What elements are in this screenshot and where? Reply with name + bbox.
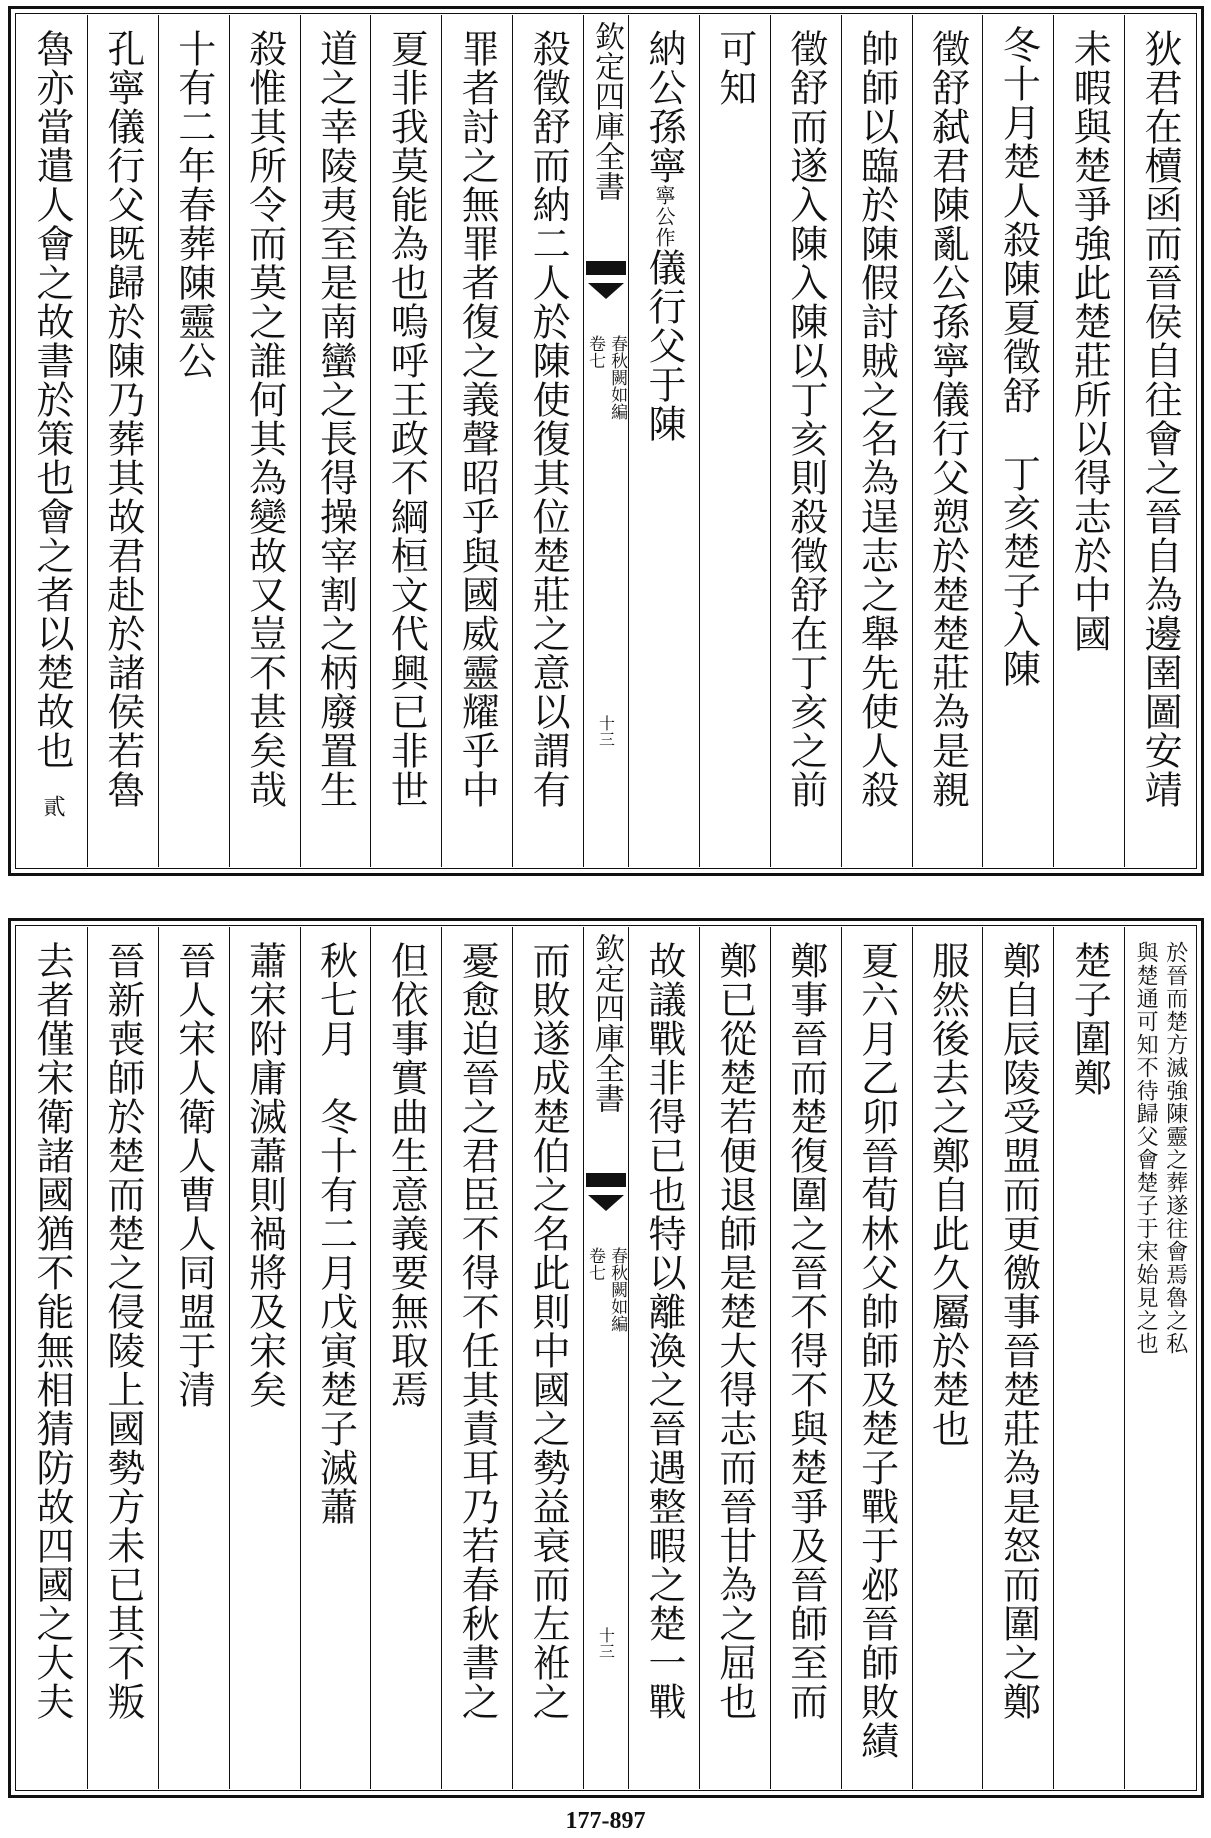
main-text: 納公孫寧: [641, 29, 686, 185]
library-title: 欽定四庫全書: [589, 21, 624, 201]
column: [370, 927, 441, 1789]
fishtail-point-icon: [588, 283, 624, 299]
text-line: 冬十月楚人殺陳夏徵舒 丁亥楚子入陳: [996, 25, 1041, 688]
column: [158, 15, 229, 867]
column: [17, 15, 87, 867]
text-line: 但依事實曲生意義要無取焉: [384, 941, 429, 1409]
center-fold-column: [583, 15, 628, 867]
text-line: 徵舒弑君陳亂公孫寧儀行父愬於楚楚莊為是親: [925, 29, 970, 809]
text-line: 殺惟其所令而莫之誰何其為變故又豈不甚矣哉: [242, 29, 287, 809]
text-line: 殺徵舒而納二人於陳使復其位楚莊之意以謂有: [526, 29, 571, 809]
text-line: 楚子圍鄭: [1067, 941, 1112, 1097]
volume-label: 卷七: [585, 1247, 605, 1281]
book-meta: [584, 335, 628, 420]
text-line: 鄭自辰陵受盟而更徼事晉楚莊為是怒而圍之鄭: [996, 941, 1041, 1721]
column: [441, 15, 512, 867]
column: [628, 927, 699, 1789]
text-line: 魯亦當遣人會之故書於策也會之者以楚故也: [29, 29, 74, 770]
text-line: 可知: [712, 29, 757, 107]
column: [300, 15, 371, 867]
page-top: [8, 6, 1204, 876]
center-fold-column: [583, 927, 628, 1789]
text-line: 徵舒而遂入陳入陳以丁亥則殺徵舒在丁亥之前: [783, 29, 828, 809]
top-columns: [17, 15, 1195, 867]
text-line: 鄭已從楚若便退師是楚大得志而晉甘為之屈也: [712, 941, 757, 1721]
column: [982, 15, 1053, 867]
text-line: 服然後去之鄭自此久屬於楚也: [925, 941, 970, 1448]
text-line: 孔寧儀行父既歸於陳乃葬其故君赴於諸侯若魯: [100, 29, 145, 809]
leaf-number: 十三: [596, 715, 616, 747]
text-line: 秋七月 冬十有二月戊寅楚子滅蕭: [313, 941, 358, 1526]
column: [841, 15, 912, 867]
column: [699, 15, 770, 867]
commentary-line: 於晉而楚方滅強陳靈之葬遂往會焉魯之私: [1162, 941, 1188, 1355]
text-line: [641, 29, 686, 443]
column: [1053, 927, 1124, 1789]
column: [912, 15, 983, 867]
column: [158, 927, 229, 1789]
column: [300, 927, 371, 1789]
text-line: 故議戰非得已也特以離渙之晉遇整暇之楚一戰: [641, 941, 686, 1721]
column: [229, 927, 300, 1789]
column: [1053, 15, 1124, 867]
interlinear-note: 寧公作: [651, 185, 676, 248]
text-line: 去者僅宋衛諸國猶不能無相猜防故四國之大夫: [29, 941, 74, 1721]
volume-label: 卷七: [585, 335, 605, 369]
column: [441, 927, 512, 1789]
text-line: 晉新喪師於楚而楚之侵陵上國勢方未已其不叛: [100, 941, 145, 1721]
column: [770, 15, 841, 867]
fishtail-mark-icon: [586, 1173, 626, 1187]
column: [229, 15, 300, 867]
main-text: 儀行父于陳: [641, 248, 686, 443]
text-line: 未暇與楚爭強此楚莊所以得志於中國: [1067, 29, 1112, 653]
column: [699, 927, 770, 1789]
text-line: 蕭宋附庸滅蕭則禍將及宋矣: [242, 941, 287, 1409]
small-tail-note: 貳: [39, 795, 65, 817]
text-line: 晉人宋人衛人曹人同盟于清: [171, 941, 216, 1409]
column: [512, 15, 583, 867]
column: [87, 927, 158, 1789]
book-title: 春秋闕如編: [607, 335, 628, 420]
column: [770, 927, 841, 1789]
page-footer-number: 177-897: [565, 1808, 646, 1834]
text-line: 而敗遂成楚伯之名此則中國之勢益衰而左袵之: [526, 941, 571, 1721]
column: [87, 15, 158, 867]
column: [1124, 927, 1195, 1789]
text-line: 罪者討之無罪者復之義聲昭乎與國威靈耀乎中: [455, 29, 500, 809]
text-line: 十有二年春葬陳靈公: [171, 29, 216, 380]
fishtail-mark-icon: [586, 261, 626, 275]
column: [1124, 15, 1195, 867]
leaf-number: 十三: [596, 1627, 616, 1659]
commentary-line: 與楚通可知不待歸父會楚子于宋始見之也: [1133, 941, 1159, 1355]
text-line: 道之幸陵夷至是南蠻之長得操宰割之柄廢置生: [313, 29, 358, 809]
book-title: 春秋闕如編: [607, 1247, 628, 1332]
fishtail-point-icon: [588, 1195, 624, 1211]
text-line: 帥師以臨於陳假討賊之名為逞志之舉先使人殺: [854, 29, 899, 809]
text-line: 夏六月乙卯晉荀林父帥師及楚子戰于邲晉師敗績: [854, 941, 899, 1760]
text-line: 鄭事晉而楚復圍之晉不得不與楚爭及晉師至而: [783, 941, 828, 1721]
column: [370, 15, 441, 867]
annotated-column: [628, 15, 699, 867]
page-bottom: [8, 918, 1204, 1798]
text-line: 狄君在櫝函而晉侯自往會之晉自為邊圉圖安靖: [1138, 29, 1183, 809]
column: [841, 927, 912, 1789]
column: [982, 927, 1053, 1789]
text-line: 憂愈迫晉之君臣不得不任其責耳乃若春秋書之: [455, 941, 500, 1721]
bottom-columns: [17, 927, 1195, 1789]
book-meta: [584, 1247, 628, 1332]
double-line-commentary: [1130, 941, 1189, 1355]
text-line: 夏非我莫能為也嗚呼王政不綱桓文代興已非世: [384, 29, 429, 809]
library-title: 欽定四庫全書: [589, 933, 624, 1113]
column: [17, 927, 87, 1789]
column: [912, 927, 983, 1789]
column: [512, 927, 583, 1789]
